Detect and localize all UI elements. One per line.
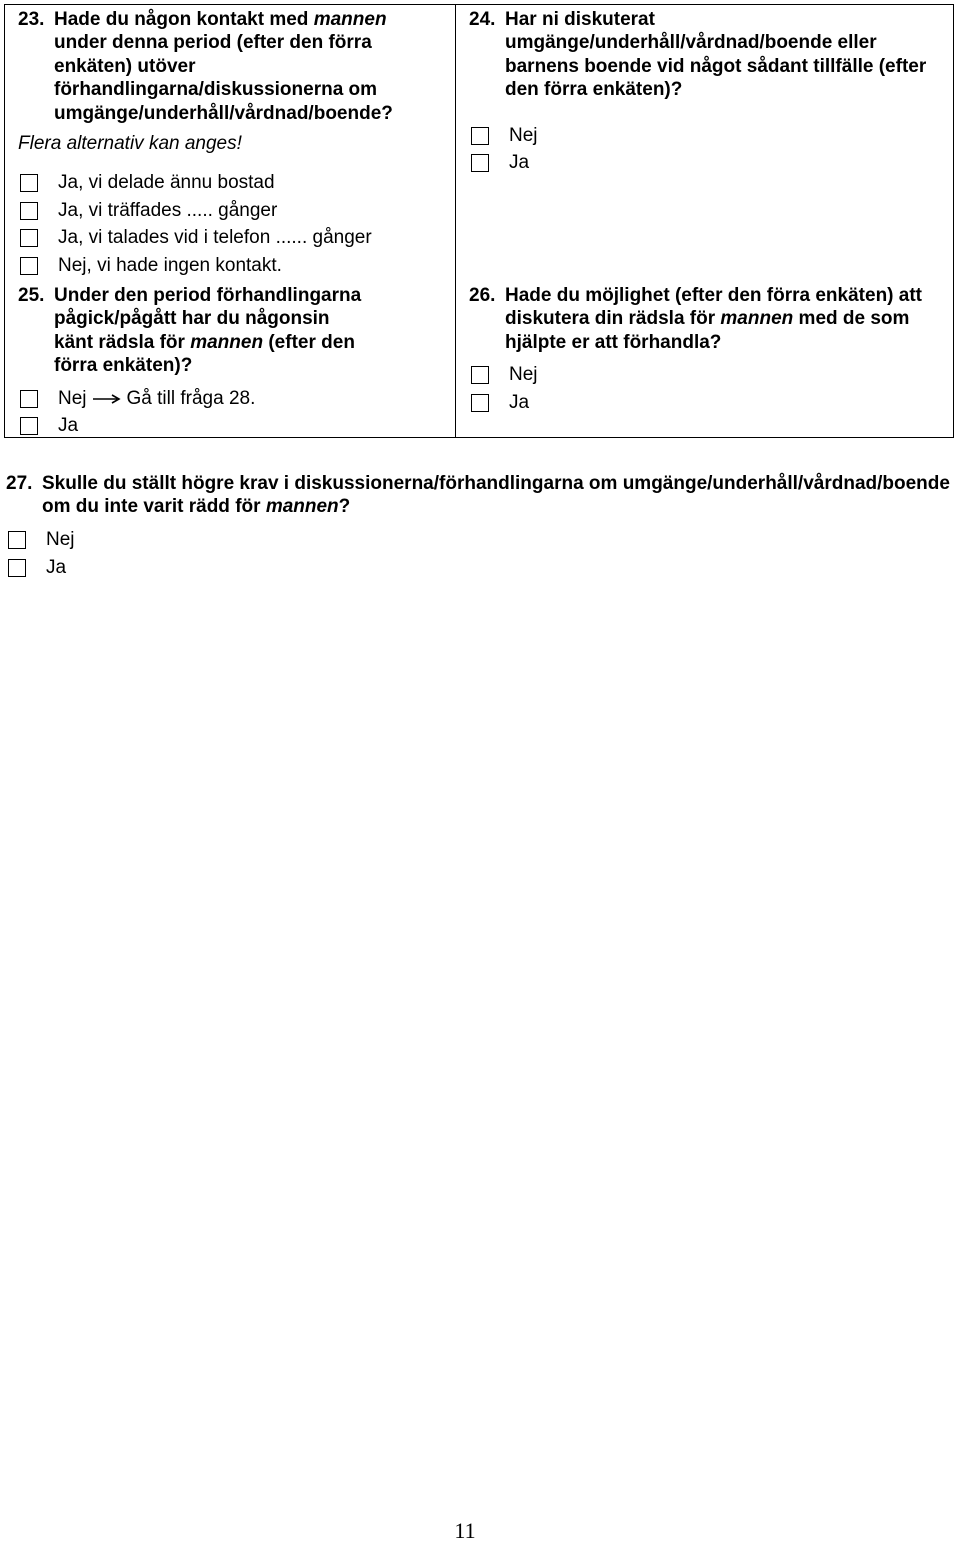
skip-instruction: Gå till fråga 28. — [126, 388, 256, 409]
checkbox[interactable] — [20, 174, 38, 192]
question-25 — [18, 284, 363, 378]
checkbox[interactable] — [8, 559, 26, 577]
question-number: 27. — [6, 473, 33, 494]
checkbox[interactable] — [20, 257, 38, 275]
option-checkbox[interactable]: Ja — [471, 151, 529, 175]
column-divider — [455, 4, 456, 438]
question-number: 24. — [469, 9, 496, 30]
checkbox[interactable] — [8, 531, 26, 549]
option-checkbox[interactable]: Ja, vi delade ännu bostad — [20, 171, 275, 195]
checkbox[interactable] — [20, 229, 38, 247]
question-text: Hade du möjlighet (efter den förra enkäten) att diskutera din rädsla för mannen med de som hjälpte er att förhandla? — [505, 285, 922, 353]
option-checkbox[interactable]: Nej — [471, 363, 538, 387]
option-checkbox[interactable]: Ja, vi talades vid i telefon ...... gånger — [20, 226, 372, 250]
question-24 — [469, 8, 945, 102]
question-number: 25. — [18, 285, 45, 306]
multiple-answers-note: Flera alternativ kan anges! — [18, 133, 242, 154]
option-checkbox[interactable]: Ja — [20, 414, 78, 438]
question-text: Skulle du ställt högre krav i diskussionerna/förhandlingarna om umgänge/underhåll/vårdnad/boende om du inte varit rädd för mannen? — [42, 473, 950, 518]
checkbox[interactable] — [471, 154, 489, 172]
checkbox[interactable] — [471, 127, 489, 145]
option-checkbox[interactable]: Nej Gå till fråga 28. — [20, 387, 255, 411]
question-27 — [6, 472, 951, 519]
question-text: Har ni diskuterat umgänge/underhåll/vårdnad/boende eller barnens boende vid något sådant tillfälle (efter den förra enkäten)? — [505, 9, 927, 101]
question-text: Hade du någon kontakt med mannen under denna period (efter den förra enkäten) utöver förhandlingarna/diskussionerna om umgänge/underhåll/vårdnad/boende? — [54, 9, 393, 124]
checkbox[interactable] — [20, 417, 38, 435]
question-number: 26. — [469, 285, 496, 306]
question-number: 23. — [18, 9, 45, 30]
option-checkbox[interactable]: Nej, vi hade ingen kontakt. — [20, 254, 282, 278]
option-checkbox[interactable]: Ja — [471, 391, 529, 415]
checkbox[interactable] — [20, 202, 38, 220]
question-26 — [469, 284, 945, 354]
checkbox[interactable] — [471, 394, 489, 412]
checkbox[interactable] — [471, 366, 489, 384]
option-checkbox[interactable]: Nej — [8, 528, 75, 552]
option-checkbox[interactable]: Ja, vi träffades ..... gånger — [20, 199, 277, 223]
page-number: 11 — [454, 1518, 476, 1543]
option-checkbox[interactable]: Nej — [471, 124, 538, 148]
question-text: Under den period förhandlingarna pågick/pågått har du någonsin känt rädsla för mannen (efter den förra enkäten)? — [54, 285, 362, 377]
option-checkbox[interactable]: Ja — [8, 556, 66, 580]
question-23 — [18, 8, 438, 125]
checkbox[interactable] — [20, 390, 38, 408]
arrow-right-icon — [93, 393, 121, 405]
